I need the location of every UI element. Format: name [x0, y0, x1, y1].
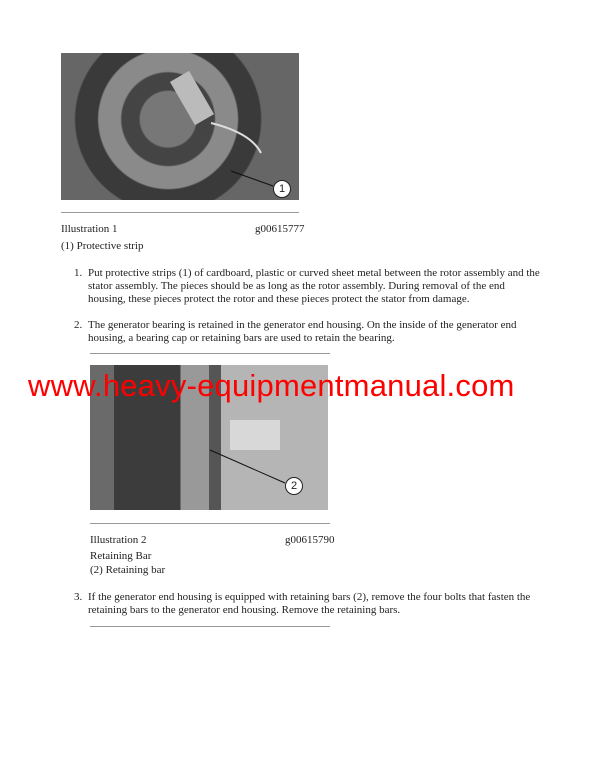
divider: [90, 626, 330, 627]
illustration-1-legend: (1) Protective strip: [61, 240, 144, 252]
divider: [61, 212, 299, 213]
illustration-2-legend: (2) Retaining bar: [90, 564, 166, 576]
illustration-1-photo: [61, 53, 299, 200]
step-number: 1.: [74, 267, 83, 279]
illustration-2-label: Illustration 2: [90, 534, 147, 546]
watermark: www.heavy-equipmentmanual.com: [28, 368, 515, 403]
step-text: If the generator end housing is equipped with retaining bars (2), remove the four bolts that fasten the retaining bars to the generator end housing. Remove the retaining bars.: [88, 591, 531, 616]
callout-1: 1: [273, 180, 291, 198]
step-text: The generator bearing is retained in the generator end housing. On the inside of the generator end housing, a bearing cap or retaining bars are used to retain the bearing.: [88, 319, 517, 344]
illustration-1-label: Illustration 1: [61, 223, 118, 235]
divider: [90, 523, 330, 524]
step-text: Put protective strips (1) of cardboard, plastic or curved sheet metal between the rotor assembly and the stator assembly. The pieces should be as long as the rotor assembly. During removal of the end housing, these pieces protect the rotor and these pieces protect the stator from damage.: [88, 267, 540, 305]
illustration-2-title: Retaining Bar: [90, 550, 152, 562]
step-number: 3.: [74, 591, 83, 603]
divider: [90, 353, 330, 354]
callout-2: 2: [285, 477, 303, 495]
rotor-drawing: [61, 53, 299, 200]
illustration-2-code: g00615790: [285, 534, 335, 546]
illustration-1-code: g00615777: [255, 223, 305, 235]
step-number: 2.: [74, 319, 83, 331]
